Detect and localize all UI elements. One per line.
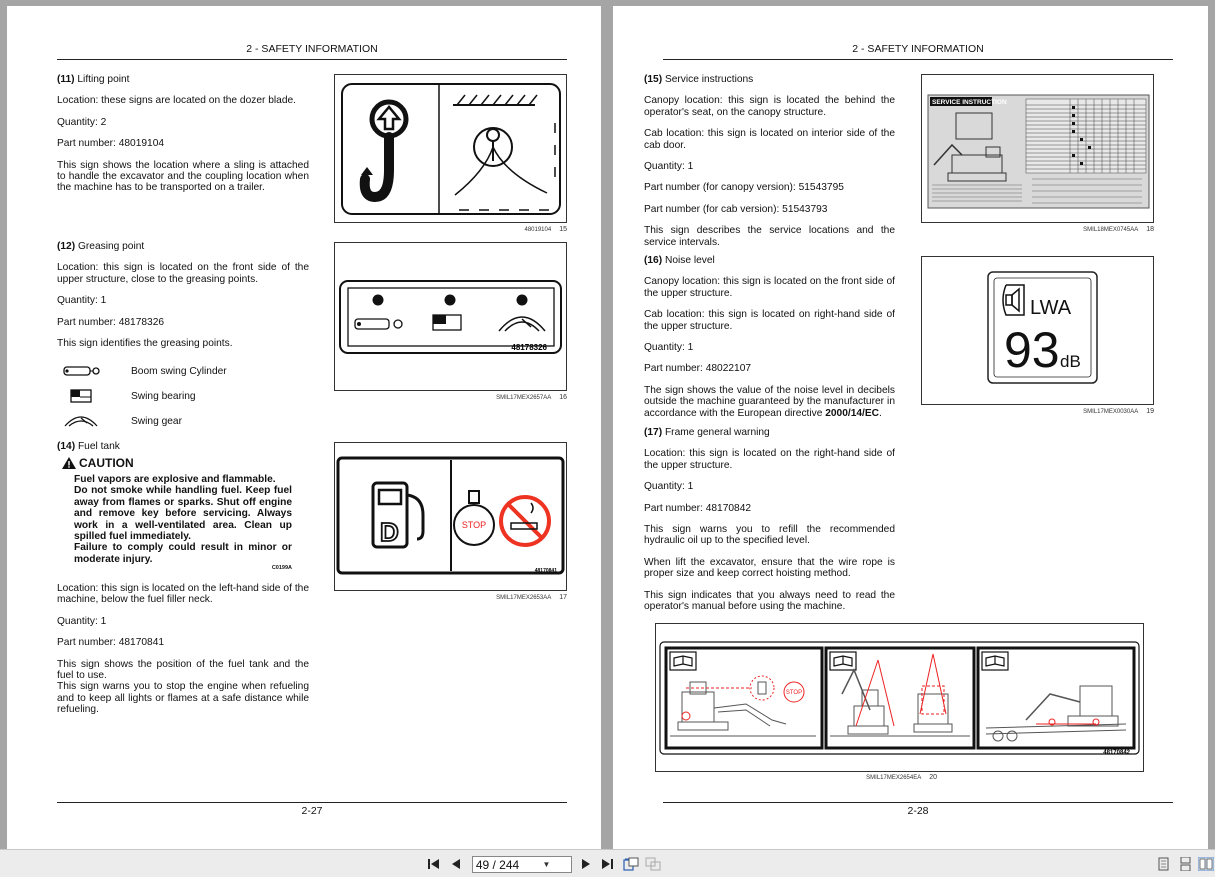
caution-label: CAUTION xyxy=(79,456,134,470)
next-page-icon[interactable] xyxy=(578,857,594,871)
part-number-text: Part number: 48170841 xyxy=(57,637,165,649)
footer-rule xyxy=(663,802,1173,803)
part-number-text: Part number: 48170842 xyxy=(644,502,752,514)
noise-level-figure xyxy=(921,256,1154,405)
quantity-text: Quantity: 1 xyxy=(57,615,107,627)
section-title: Greasing point xyxy=(75,241,145,252)
navigation-toolbar xyxy=(0,849,1215,877)
header-rule xyxy=(663,59,1173,60)
noise-level-sign xyxy=(922,257,1153,404)
caution-text xyxy=(74,474,292,572)
description-text: This sign indicates that you always need to read the operator's manual before using the machine. xyxy=(644,589,895,613)
manual-book-icon xyxy=(670,652,1008,670)
part-number-text: Part number: 48022107 xyxy=(644,363,752,375)
lwa-label: LWA xyxy=(1030,297,1072,319)
description-text: This sign shows the position of the fuel tank and the fuel to use. xyxy=(57,658,309,682)
noise-value: 93 xyxy=(1004,322,1060,378)
last-page-icon[interactable] xyxy=(599,857,615,871)
warning-triangle-icon xyxy=(62,457,76,469)
part-number-canopy-text: Part number (for canopy version): 51543795 xyxy=(644,182,844,194)
section-greasing-point xyxy=(57,241,309,349)
section-title: Noise level xyxy=(662,255,715,266)
section-number: (17) xyxy=(644,427,663,438)
figure-code: 48019104 xyxy=(524,227,552,233)
section-title: Service instructions xyxy=(662,74,754,85)
page-number-field[interactable] xyxy=(472,856,572,873)
noise-unit: dB xyxy=(1060,352,1081,371)
svg-text:D: D xyxy=(380,517,399,547)
fuel-tank-sign xyxy=(335,443,566,590)
greasing-point-figure xyxy=(334,242,567,391)
location-text: Location: this sign is located on the right-hand side of the upper structure. xyxy=(644,448,895,471)
page-2-27 xyxy=(7,6,601,849)
speaker-icon xyxy=(1003,285,1024,315)
description-text: When lift the excavator, ensure that the wire rope is proper size and keep correct hoisting method. xyxy=(644,556,895,580)
legend-boom-swing-cylinder xyxy=(61,364,227,378)
service-instruction-figure xyxy=(921,74,1154,223)
legend-label: Swing gear xyxy=(131,415,182,427)
description-text xyxy=(644,385,895,419)
stop-engine-icon xyxy=(454,491,494,545)
page-2-28 xyxy=(613,6,1208,849)
caution-code: C0199A xyxy=(271,565,292,572)
hydraulic-oil-panel xyxy=(670,676,816,736)
quantity-text: Quantity: 1 xyxy=(57,295,107,307)
header-rule xyxy=(57,59,567,60)
part-number-text: Part number: 48178326 xyxy=(57,316,165,328)
stop-label: STOP xyxy=(785,690,803,696)
section-service-instructions xyxy=(644,74,895,248)
description-text: This sign identifies the greasing points. xyxy=(57,338,233,350)
sling-point-icon xyxy=(453,95,555,210)
description-text: This sign describes the service locations and the service intervals. xyxy=(644,225,895,248)
figure-code: SMIL17MEX2657AA xyxy=(496,395,552,401)
bearing-icon xyxy=(61,389,101,403)
footer-rule xyxy=(57,802,567,803)
single-page-view-icon[interactable] xyxy=(1155,857,1171,871)
quantity-text: Quantity: 1 xyxy=(644,481,694,493)
page-header: 2 - SAFETY INFORMATION xyxy=(246,43,378,55)
legend-swing-bearing xyxy=(61,389,196,403)
section-lifting-point xyxy=(57,74,309,194)
decal-code: 48170841 xyxy=(534,568,557,574)
caution-line: Fuel vapors are explosive and flammable. xyxy=(74,474,276,485)
section-number: (14) xyxy=(57,441,76,452)
directive-number: 2000/14/EC xyxy=(825,407,880,419)
section-fuel-tank-heading xyxy=(57,441,309,452)
caution-line: Do not smoke while handling fuel. Keep fuel away from flames or sparks. Shut off engine and remove key before servicing. Always work in a well-ventilated area. Clean up spilled fuel immediately. xyxy=(74,485,292,543)
stop-label: STOP xyxy=(461,520,487,530)
greasing-point-sign xyxy=(335,243,566,390)
figure-code: SMIL17MEX2653AA xyxy=(496,595,552,601)
caution-line: Failure to comply could result in minor or moderate injury. xyxy=(74,542,292,565)
section-title: Lifting point xyxy=(74,74,130,85)
section-title: Frame general warning xyxy=(662,427,770,438)
quantity-text: Quantity: 1 xyxy=(644,342,694,354)
canopy-location-text: Canopy location: this sign is located on the front side of the upper structure. xyxy=(644,276,895,299)
page-header: 2 - SAFETY INFORMATION xyxy=(852,43,984,55)
section-number: (15) xyxy=(644,74,663,85)
section-title: Fuel tank xyxy=(75,441,120,452)
previous-page-icon[interactable] xyxy=(448,857,464,871)
cylinder-icon xyxy=(61,364,101,378)
location-text: Location: this sign is located on the front side of the upper structure, close to the greasing points. xyxy=(57,262,309,285)
figure-number: 17 xyxy=(559,594,567,601)
service-table xyxy=(1026,99,1146,173)
transport-panel xyxy=(986,686,1126,741)
lifting-point-figure xyxy=(334,74,567,223)
fuel-pump-icon xyxy=(373,483,423,547)
page-number: 2-27 xyxy=(301,805,323,817)
continuous-view-icon[interactable] xyxy=(1177,857,1193,871)
figure-number: 15 xyxy=(559,226,567,233)
section-number: (12) xyxy=(57,241,76,252)
figure-code: SMIL17MEX0030AA xyxy=(1083,409,1139,415)
cab-location-text: Cab location: this sign is located on right-hand side of the upper structure. xyxy=(644,309,895,332)
legend-swing-gear xyxy=(61,414,182,428)
figure-caption xyxy=(334,394,567,401)
location-text: Location: these signs are located on the dozer blade. xyxy=(57,95,297,107)
description-text: This sign warns you to stop the engine when refueling and to keep all lights or flames at a safe distance while refueling. xyxy=(57,681,309,716)
decal-title: SERVICE INSTRUCTION xyxy=(932,99,1007,106)
figure-caption xyxy=(334,226,567,233)
figure-code: SMIL18MEX0745AA xyxy=(1083,227,1139,233)
cab-location-text: Cab location: this sign is located on interior side of the cab door. xyxy=(644,128,895,151)
section-number: (11) xyxy=(57,74,75,85)
description-text: This sign warns you to refill the recommended hydraulic oil up to the specified level. xyxy=(644,524,895,547)
go-forward-view-icon[interactable] xyxy=(645,857,661,871)
location-text: Location: this sign is located on the left-hand side of the machine, below the fuel filler neck. xyxy=(57,583,309,606)
part-number-cab-text: Part number (for cab version): 51543793 xyxy=(644,203,828,215)
figure-number: 16 xyxy=(559,394,567,401)
frame-warning-figure xyxy=(655,623,1144,772)
decal-code: 48170842 xyxy=(1103,750,1130,756)
caution-box xyxy=(62,456,292,572)
figure-caption xyxy=(655,774,937,781)
decal-code: 48178326 xyxy=(511,343,547,352)
section-number: (16) xyxy=(644,255,663,266)
figure-caption xyxy=(921,408,1154,415)
go-back-view-icon[interactable] xyxy=(623,857,639,871)
figure-caption xyxy=(921,226,1154,233)
part-number-text: Part number: 48019104 xyxy=(57,138,165,150)
gear-arc-icon xyxy=(61,414,101,428)
description-text: This sign shows the location where a sling is attached to handle the excavator and the coupling location when the machine has to be transported on a trailer. xyxy=(57,159,309,194)
section-frame-general-warning xyxy=(644,427,895,612)
figure-number: 19 xyxy=(1146,408,1154,415)
chevron-down-icon[interactable]: ▼ xyxy=(542,860,551,869)
quantity-text: Quantity: 2 xyxy=(57,116,107,128)
figure-caption xyxy=(334,594,567,601)
figure-number: 20 xyxy=(929,774,937,781)
description-part: The sign shows the value of the noise level in decibels outside the machine guaranteed by the manufacturer in accordance with the European directive xyxy=(644,384,895,419)
lifting-point-sign xyxy=(335,75,566,222)
page-number: 2-28 xyxy=(907,805,929,817)
page-indicator: 49 / 244 xyxy=(475,857,520,872)
canopy-location-text: Canopy location: this sign is located the behind the operator's seat, on the canopy structure. xyxy=(644,95,895,118)
figure-number: 18 xyxy=(1146,226,1154,233)
section-noise-level xyxy=(644,255,895,419)
legend-label: Swing bearing xyxy=(131,390,196,402)
section-fuel-tank-body xyxy=(57,583,309,716)
legend-label: Boom swing Cylinder xyxy=(131,365,227,377)
fuel-tank-figure xyxy=(334,442,567,591)
frame-warning-sign xyxy=(656,624,1143,771)
first-page-icon[interactable] xyxy=(426,857,442,871)
lifting-hook-icon xyxy=(361,102,406,197)
service-instruction-sign xyxy=(922,75,1153,222)
description-end: . xyxy=(879,407,882,419)
caution-title xyxy=(62,456,292,470)
facing-pages-view-icon[interactable] xyxy=(1198,857,1214,871)
figure-code: SMIL17MEX2654EA xyxy=(866,775,922,781)
quantity-text: Quantity: 1 xyxy=(644,161,694,173)
no-smoking-icon xyxy=(501,497,549,545)
